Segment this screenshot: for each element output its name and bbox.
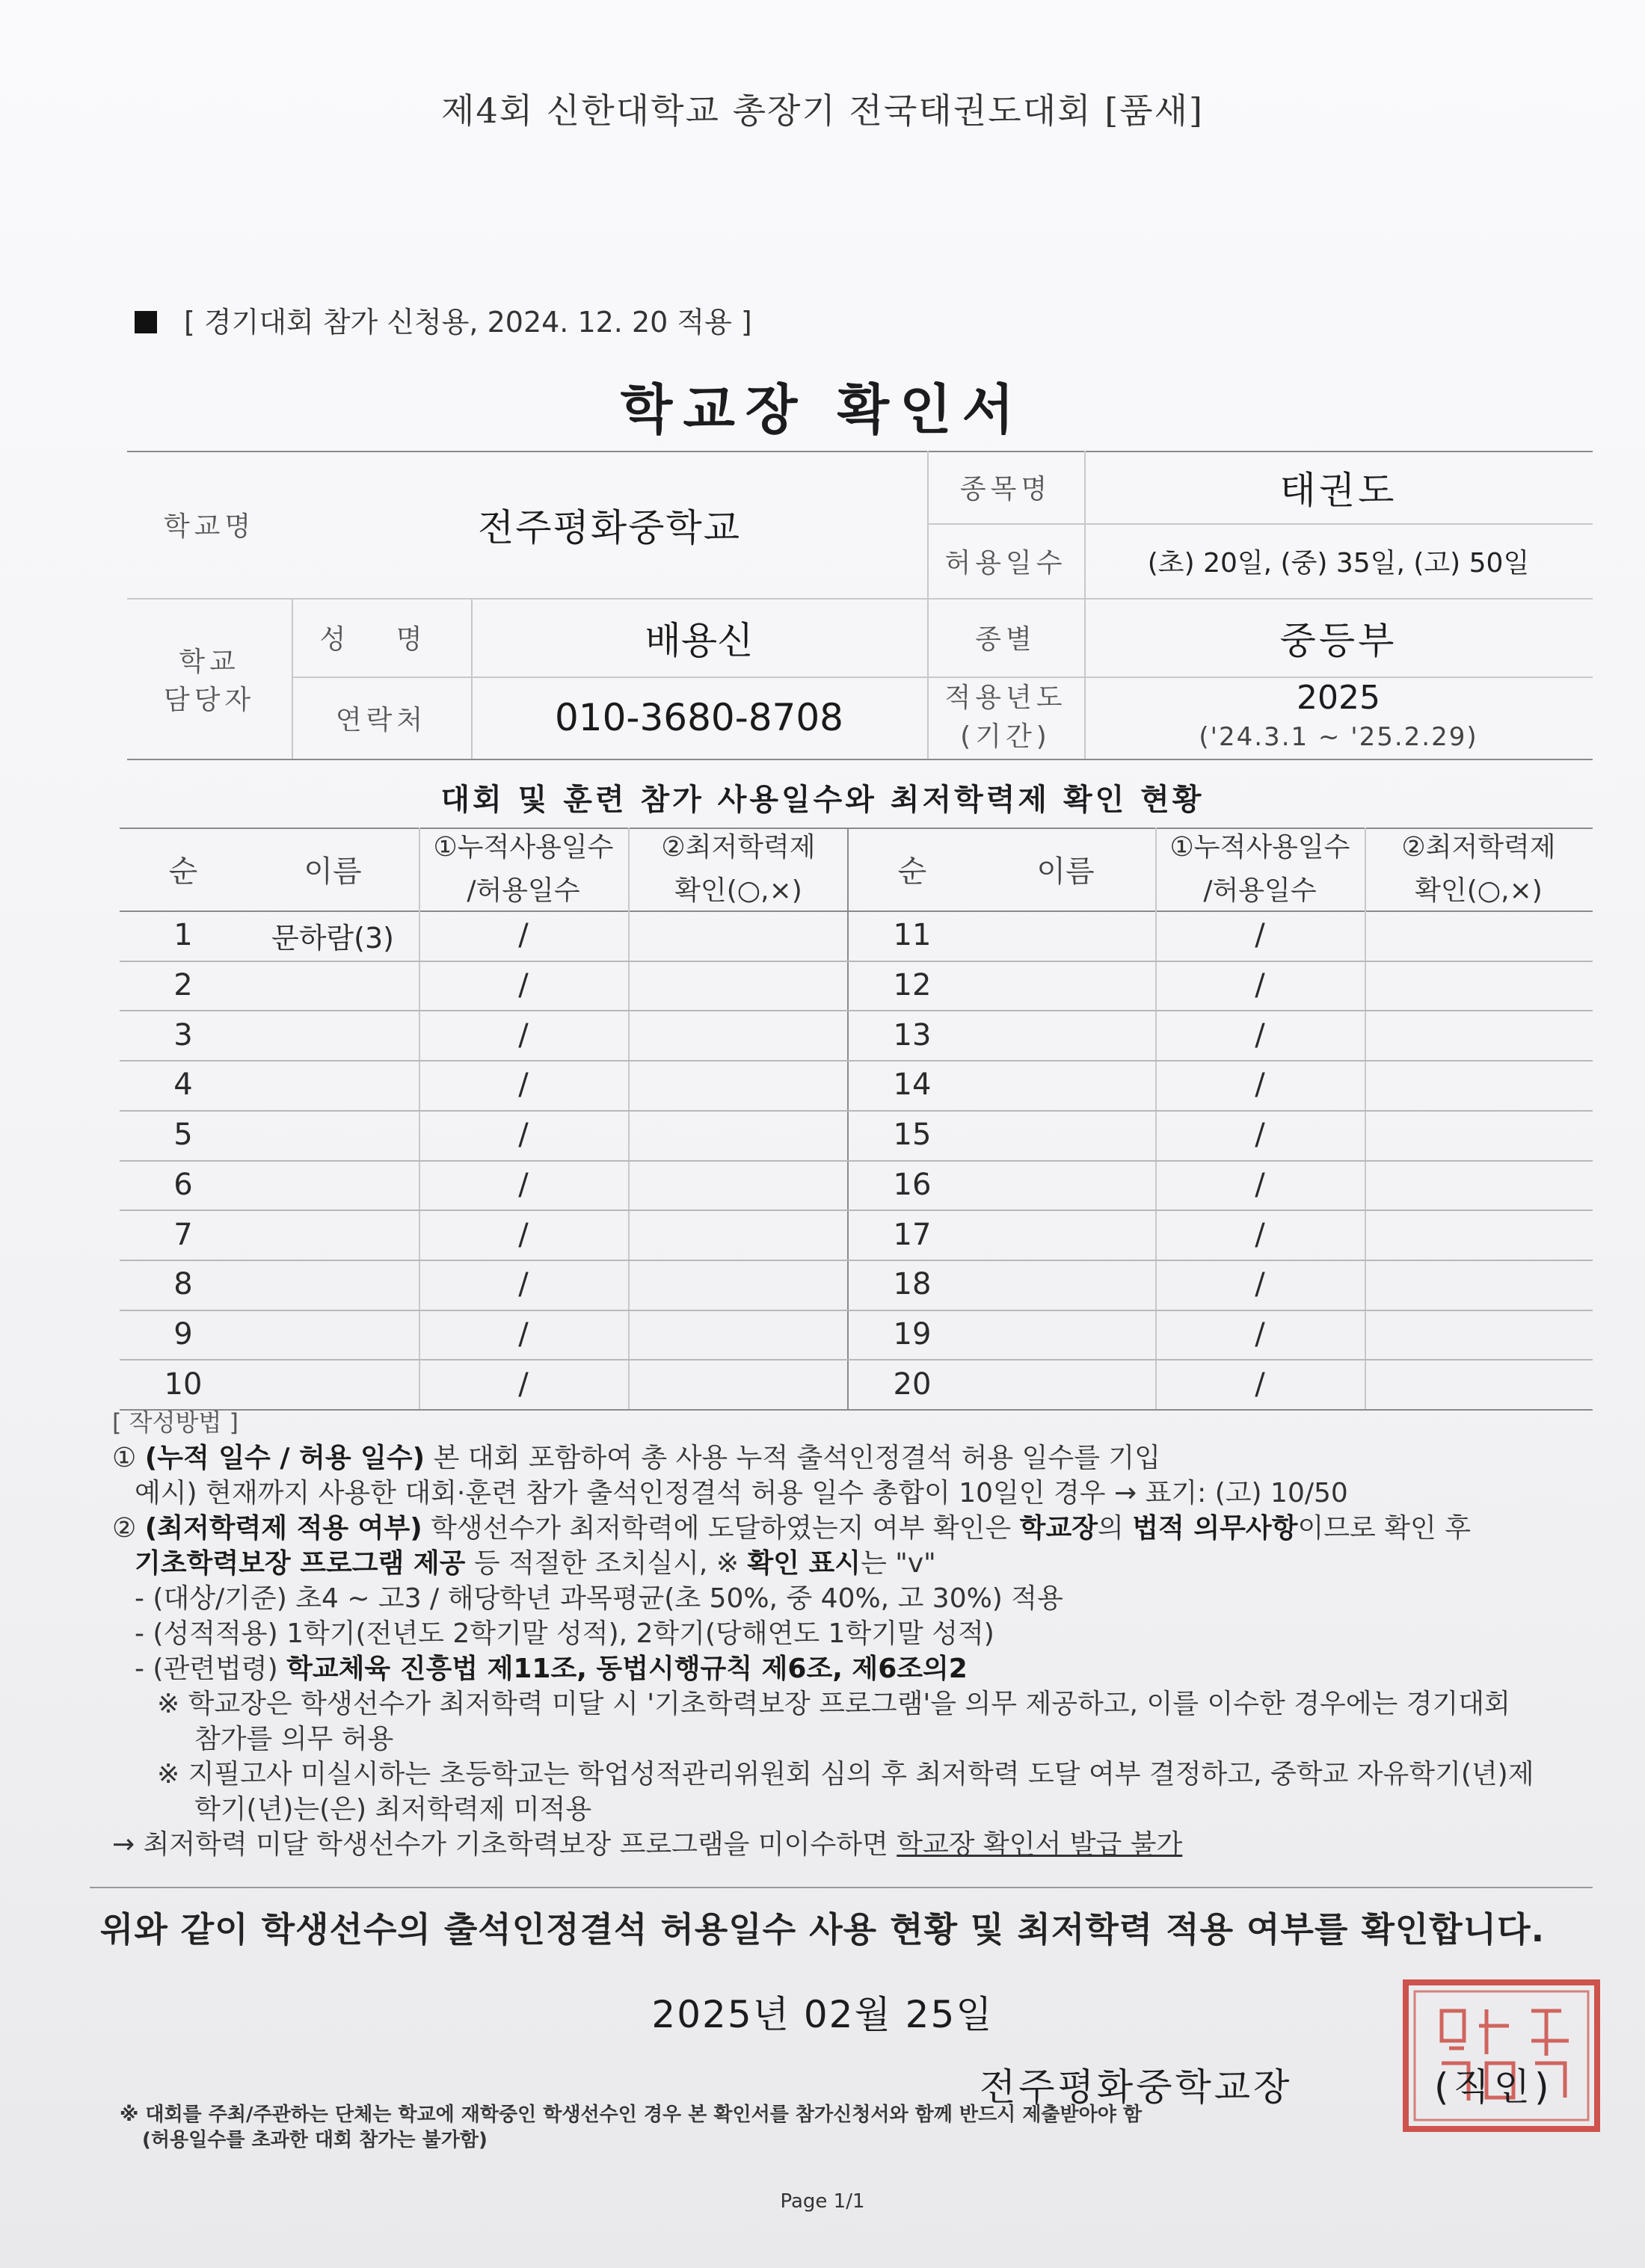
athlete-name xyxy=(247,1260,419,1310)
instruction-note-a-line1: ※ 학교장은 학생선수가 최저학력 미달 시 '기초학력보장 프로그램'을 의무 제공하고, 이를 이수한 경우에는 경기대회 xyxy=(157,1689,1510,1719)
contact-person-label-line2: 담당자 xyxy=(163,684,256,715)
instruction-text: 의 xyxy=(1098,1513,1133,1544)
instruction-text: 학생선수가 최저학력에 도달하였는지 여부 확인은 xyxy=(422,1513,1020,1544)
col-header-days xyxy=(1155,828,1365,910)
athlete-name xyxy=(976,1310,1155,1360)
bold-term: 학교장 xyxy=(1019,1513,1098,1544)
footnote-line2: (허용일수를 초과한 대회 참가는 불가함) xyxy=(142,2129,488,2151)
row-number: 6 xyxy=(173,1167,193,1202)
athlete-name xyxy=(247,1359,419,1409)
col-header-days-line2: /허용일수 xyxy=(1203,875,1317,906)
bold-term: 기초학력보장 프로그램 제공 xyxy=(135,1548,466,1579)
footnote-line1: ※ 대회를 주최/주관하는 단체는 학교에 재학중인 학생선수인 경우 본 확인서를 참가신청서와 함께 반드시 제출받아야 함 xyxy=(120,2104,1143,2126)
contact-name-value: 배용신 xyxy=(645,618,754,662)
instruction-text: 는 "v" xyxy=(861,1548,936,1579)
days-used-field: / xyxy=(1255,918,1265,953)
col-header-check-line1: ②최저학력제 xyxy=(661,831,816,863)
instruction-1 xyxy=(112,1440,1593,1476)
school-name-value: 전주평화중학교 xyxy=(477,505,742,549)
apply-year-label xyxy=(927,677,1084,759)
athlete-name xyxy=(247,1210,419,1260)
row-number: 15 xyxy=(893,1118,932,1153)
days-used-field: / xyxy=(518,968,529,1003)
divider xyxy=(127,759,1593,760)
min-academic-check xyxy=(1365,1260,1593,1310)
days-used-field: / xyxy=(1255,1316,1265,1352)
circled-number: ① xyxy=(112,1443,137,1473)
col-header-days xyxy=(419,828,628,910)
days-used-field: / xyxy=(1255,1017,1265,1053)
instruction-laws xyxy=(112,1651,1593,1686)
row-number: 4 xyxy=(173,1067,193,1103)
athlete-name xyxy=(247,1110,419,1160)
athlete-name xyxy=(976,1160,1155,1210)
min-academic-check xyxy=(1365,1359,1593,1409)
days-used-field: / xyxy=(518,1167,529,1202)
bold-term: (누적 일수 / 허용 일수) xyxy=(144,1443,425,1473)
contact-person-label xyxy=(127,598,292,759)
row-number: 17 xyxy=(893,1217,932,1252)
min-academic-check xyxy=(1365,961,1593,1011)
allowed-days-value: (초) 20일, (중) 35일, (고) 50일 xyxy=(1147,547,1530,579)
square-bullet-icon xyxy=(135,311,157,333)
athlete-name xyxy=(247,1060,419,1110)
col-header-check-line2: 확인(○,×) xyxy=(1415,875,1543,906)
athlete-name xyxy=(976,1210,1155,1260)
subtitle-text: [ 경기대회 참가 신청용, 2024. 12. 20 적용 ] xyxy=(184,306,752,339)
row-number: 7 xyxy=(173,1217,193,1252)
col-header-name: 이름 xyxy=(304,854,362,889)
instruction-2 xyxy=(112,1511,1593,1546)
document-title: 학교장 확인서 xyxy=(620,378,1025,441)
apply-year-label-line1: 적용년도 xyxy=(944,682,1067,713)
instruction-note-a-line2: 참가를 의무 허용 xyxy=(194,1724,394,1754)
instruction-text: 이므로 확인 후 xyxy=(1297,1513,1471,1544)
min-academic-check xyxy=(628,1310,847,1360)
min-academic-check xyxy=(1365,1060,1593,1110)
instruction-conclusion xyxy=(112,1827,1593,1862)
athlete-name xyxy=(976,1060,1155,1110)
min-academic-check xyxy=(628,1210,847,1260)
col-header-check-line2: 확인(○,×) xyxy=(674,875,802,906)
min-academic-check xyxy=(1365,1210,1593,1260)
days-used-field: / xyxy=(1255,1267,1265,1302)
min-academic-check xyxy=(628,910,847,961)
instruction-1-example: 예시) 현재까지 사용한 대회·훈련 참가 출석인정결석 허용 일수 총합이 10일인 경우 → 표기: (고) 10/50 xyxy=(135,1478,1348,1509)
days-used-field: / xyxy=(518,1067,529,1103)
apply-year-cell xyxy=(1084,677,1593,759)
event-label: 종목명 xyxy=(959,474,1052,505)
apply-year-value: 2025 xyxy=(1297,679,1380,717)
col-header-name: 이름 xyxy=(1036,854,1095,889)
min-academic-check xyxy=(1365,1160,1593,1210)
min-academic-check xyxy=(628,961,847,1011)
instruction-target: - (대상/기준) 초4 ~ 고3 / 해당학년 과목평균(초 50%, 중 40%, 고 30%) 적용 xyxy=(135,1583,1063,1614)
athlete-name xyxy=(976,1359,1155,1409)
competition-title: 제4회 신한대학교 총장기 전국태권도대회 [품새] xyxy=(441,90,1204,131)
row-number: 8 xyxy=(173,1267,193,1302)
athlete-name xyxy=(247,1160,419,1210)
days-used-field: / xyxy=(1255,968,1265,1003)
bold-term: 확인 표시 xyxy=(747,1548,861,1579)
name-label: 성 명 xyxy=(319,624,443,655)
row-number: 3 xyxy=(173,1017,193,1053)
col-header-check xyxy=(1365,828,1593,910)
athlete-name xyxy=(247,961,419,1011)
phone-value: 010-3680-8708 xyxy=(554,696,843,739)
days-used-field: / xyxy=(1255,1217,1265,1252)
subtitle-line xyxy=(135,299,752,340)
instruction-text: → 최저학력 미달 학생선수가 기초학력보장 프로그램을 미이수하면 xyxy=(112,1829,897,1860)
days-used-field: / xyxy=(518,1316,529,1352)
row-number: 9 xyxy=(173,1316,193,1352)
days-used-field: / xyxy=(518,1267,529,1302)
signer-name: 전주평화중학교장 xyxy=(980,2065,1293,2109)
athlete-name xyxy=(247,1310,419,1360)
apply-period-value: ('24.3.1 ~ '25.2.29) xyxy=(1199,722,1478,752)
min-academic-check xyxy=(1365,1310,1593,1360)
apply-year-label-line2: (기간) xyxy=(960,721,1051,752)
row-number: 11 xyxy=(893,918,932,953)
athlete-name xyxy=(976,1010,1155,1060)
row-number: 20 xyxy=(893,1366,932,1402)
instructions xyxy=(112,1405,1593,1862)
min-academic-check xyxy=(628,1359,847,1409)
division-value: 중등부 xyxy=(1279,618,1398,662)
row-number: 2 xyxy=(173,968,193,1003)
days-used-field: / xyxy=(518,1118,529,1153)
row-number: 1 xyxy=(173,918,193,953)
confirmation-statement: 위와 같이 학생선수의 출석인정결석 허용일수 사용 현황 및 최저학력 적용 여부를 확인합니다. xyxy=(99,1909,1546,1950)
min-academic-check xyxy=(1365,1010,1593,1060)
row-number: 18 xyxy=(893,1267,932,1302)
days-used-field: / xyxy=(1255,1118,1265,1153)
days-used-field: / xyxy=(518,1217,529,1252)
row-number: 10 xyxy=(164,1366,203,1402)
bold-term: 학교체육 진흥법 제11조, 동법시행규칙 제6조, 제6조의2 xyxy=(286,1654,968,1684)
page-number: Page 1/1 xyxy=(780,2190,865,2213)
bold-term: (최저학력제 적용 여부) xyxy=(144,1513,422,1544)
instruction-2-line2 xyxy=(112,1546,1593,1581)
col-header-no: 순 xyxy=(897,854,927,889)
min-academic-check xyxy=(628,1160,847,1210)
athlete-name xyxy=(976,910,1155,961)
days-used-field: / xyxy=(518,1017,529,1053)
days-used-field: / xyxy=(1255,1067,1265,1103)
row-number: 16 xyxy=(893,1167,932,1202)
min-academic-check xyxy=(628,1260,847,1310)
instruction-text: - (관련법령) xyxy=(135,1654,287,1684)
issue-date: 2025년 02월 25일 xyxy=(651,1993,994,2036)
days-used-field: / xyxy=(1255,1366,1265,1402)
instruction-text: 본 대회 포함하여 총 사용 누적 출석인정결석 허용 일수를 기입 xyxy=(425,1443,1160,1473)
official-seal-icon xyxy=(1397,1973,1606,2138)
athlete-name xyxy=(976,961,1155,1011)
col-header-check-line1: ②최저학력제 xyxy=(1401,831,1556,863)
min-academic-check xyxy=(1365,1110,1593,1160)
col-header-days-line1: ①누적사용일수 xyxy=(433,831,614,863)
divider xyxy=(90,1887,1593,1888)
days-used-field: / xyxy=(1255,1167,1265,1202)
allowed-days-label: 허용일수 xyxy=(944,547,1067,579)
contact-person-label-line1: 학교 xyxy=(179,646,240,677)
athlete-name xyxy=(976,1260,1155,1310)
bold-term: 법적 의무사항 xyxy=(1132,1513,1298,1544)
row-number: 14 xyxy=(893,1067,932,1103)
school-name-label: 학교명 xyxy=(163,511,256,542)
instruction-grades: - (성적적용) 1학기(전년도 2학기말 성적), 2학기(당해연도 1학기말 성적) xyxy=(135,1618,994,1649)
col-header-days-line1: ①누적사용일수 xyxy=(1169,831,1350,863)
col-header-days-line2: /허용일수 xyxy=(467,875,580,906)
row-number: 19 xyxy=(893,1316,932,1352)
col-header-no: 순 xyxy=(168,854,198,889)
row-number: 5 xyxy=(173,1118,193,1153)
event-value: 태권도 xyxy=(1279,468,1398,512)
athlete-name xyxy=(247,1010,419,1060)
days-used-field: / xyxy=(518,1366,529,1402)
instructions-heading: [ 작성방법 ] xyxy=(112,1408,239,1437)
seal-label: (직인) xyxy=(1434,2065,1554,2109)
athlete-name xyxy=(976,1110,1155,1160)
footnote xyxy=(120,2102,1142,2153)
instruction-note-b-line2: 학기(년)는(은) 최저학력제 미적용 xyxy=(194,1794,592,1825)
underlined-term: 학교장 확인서 발급 불가 xyxy=(897,1829,1183,1860)
instruction-text: 등 적절한 조치실시, ※ xyxy=(465,1548,748,1579)
min-academic-check xyxy=(1365,910,1593,961)
circled-number: ② xyxy=(112,1513,137,1544)
days-used-field: / xyxy=(518,918,529,953)
min-academic-check xyxy=(628,1110,847,1160)
instruction-note-b-line1: ※ 지필고사 미실시하는 초등학교는 학업성적관리위원회 심의 후 최저학력 도달 여부 결정하고, 중학교 자유학기(년)제 xyxy=(157,1759,1534,1790)
phone-label: 연락처 xyxy=(335,704,428,736)
row-number: 13 xyxy=(893,1017,932,1053)
min-academic-check xyxy=(628,1060,847,1110)
athlete-name: 문하람(3) xyxy=(271,921,394,955)
roster-section-title: 대회 및 훈련 참가 사용일수와 최저학력제 확인 현황 xyxy=(440,783,1205,817)
row-number: 12 xyxy=(893,968,932,1003)
min-academic-check xyxy=(628,1010,847,1060)
division-label: 종별 xyxy=(975,624,1036,655)
col-header-check xyxy=(628,828,849,910)
